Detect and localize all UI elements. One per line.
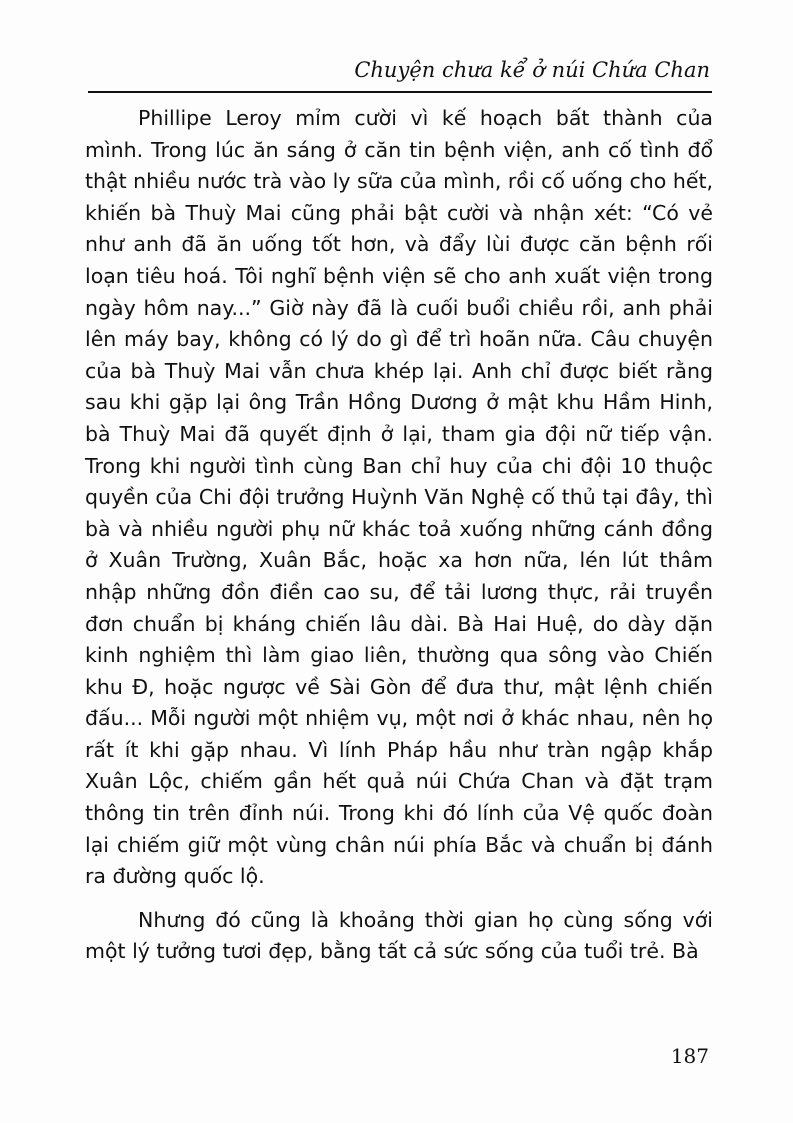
- page-number: 187: [670, 1044, 709, 1068]
- header-rule: [88, 91, 712, 93]
- paragraph-2: Nhưng đó cũng là khoảng thời gian họ cùng sống với một lý tưởng tươi đẹp, bằng tất cả sức sống của tuổi trẻ. Bà: [85, 907, 713, 964]
- paragraph-1: Phillipe Leroy mỉm cười vì kế hoạch bất thành của mình. Trong lúc ăn sáng ở căn tin bệnh viện, anh cố tình đổ thật nhiều nước trà vào ly sữa của mình, rồi cố uống cho hết, khiến bà Thuỳ Mai cũng phải bật cười và nhận xét: “Có vẻ như anh đã ăn uống tốt hơn, và đẩy lùi được căn bệnh rối loạn tiêu hoá. Tôi nghĩ bệnh viện sẽ cho anh xuất viện trong ngày hôm nay...” Giờ này đã là cuối buổi chiều rồi, anh phải lên máy bay, không có lý do gì để trì hoãn nữa. Câu chuyện của bà Thuỳ Mai vẫn chưa khép lại. Anh chỉ được biết rằng sau khi gặp lại ông Trần Hồng Dương ở mật khu Hầm Hinh, bà Thuỳ Mai đã quyết định ở lại, tham gia đội nữ tiếp vận. Trong khi người tình cùng Ban chỉ huy của chi đội 10 thuộc quyền của Chi đội trưởng Huỳnh Văn Nghệ cố thủ tại đây, thì bà và nhiều người phụ nữ khác toả xuống những cánh đồng ở Xuân Trường, Xuân Bắc, hoặc xa hơn nữa, lén lút thâm nhập những đồn điền cao su, để tải lương thực, rải truyền đơn chuẩn bị kháng chiến lâu dài. Bà Hai Huệ, do dày dặn kinh nghiệm thì làm giao liên, thường qua sông vào Chiến khu Đ, hoặc ngược về Sài Gòn để đưa thư, mật lệnh chiến đấu... Mỗi người một nhiệm vụ, một nơi ở khác nhau, nên họ rất ít khi gặp nhau. Vì lính Pháp hầu như tràn ngập khắp Xuân Lộc, chiếm gần hết quả núi Chứa Chan và đặt trạm thông tin trên đỉnh núi. Trong khi đó lính của Vệ quốc đoàn lại chiếm giữ một vùng chân núi phía Bắc và chuẩn bị đánh ra đường quốc lộ.: [85, 106, 713, 889]
- running-header-title: Chuyện chưa kể ở núi Chứa Chan: [354, 58, 710, 82]
- body-text: [85, 103, 713, 968]
